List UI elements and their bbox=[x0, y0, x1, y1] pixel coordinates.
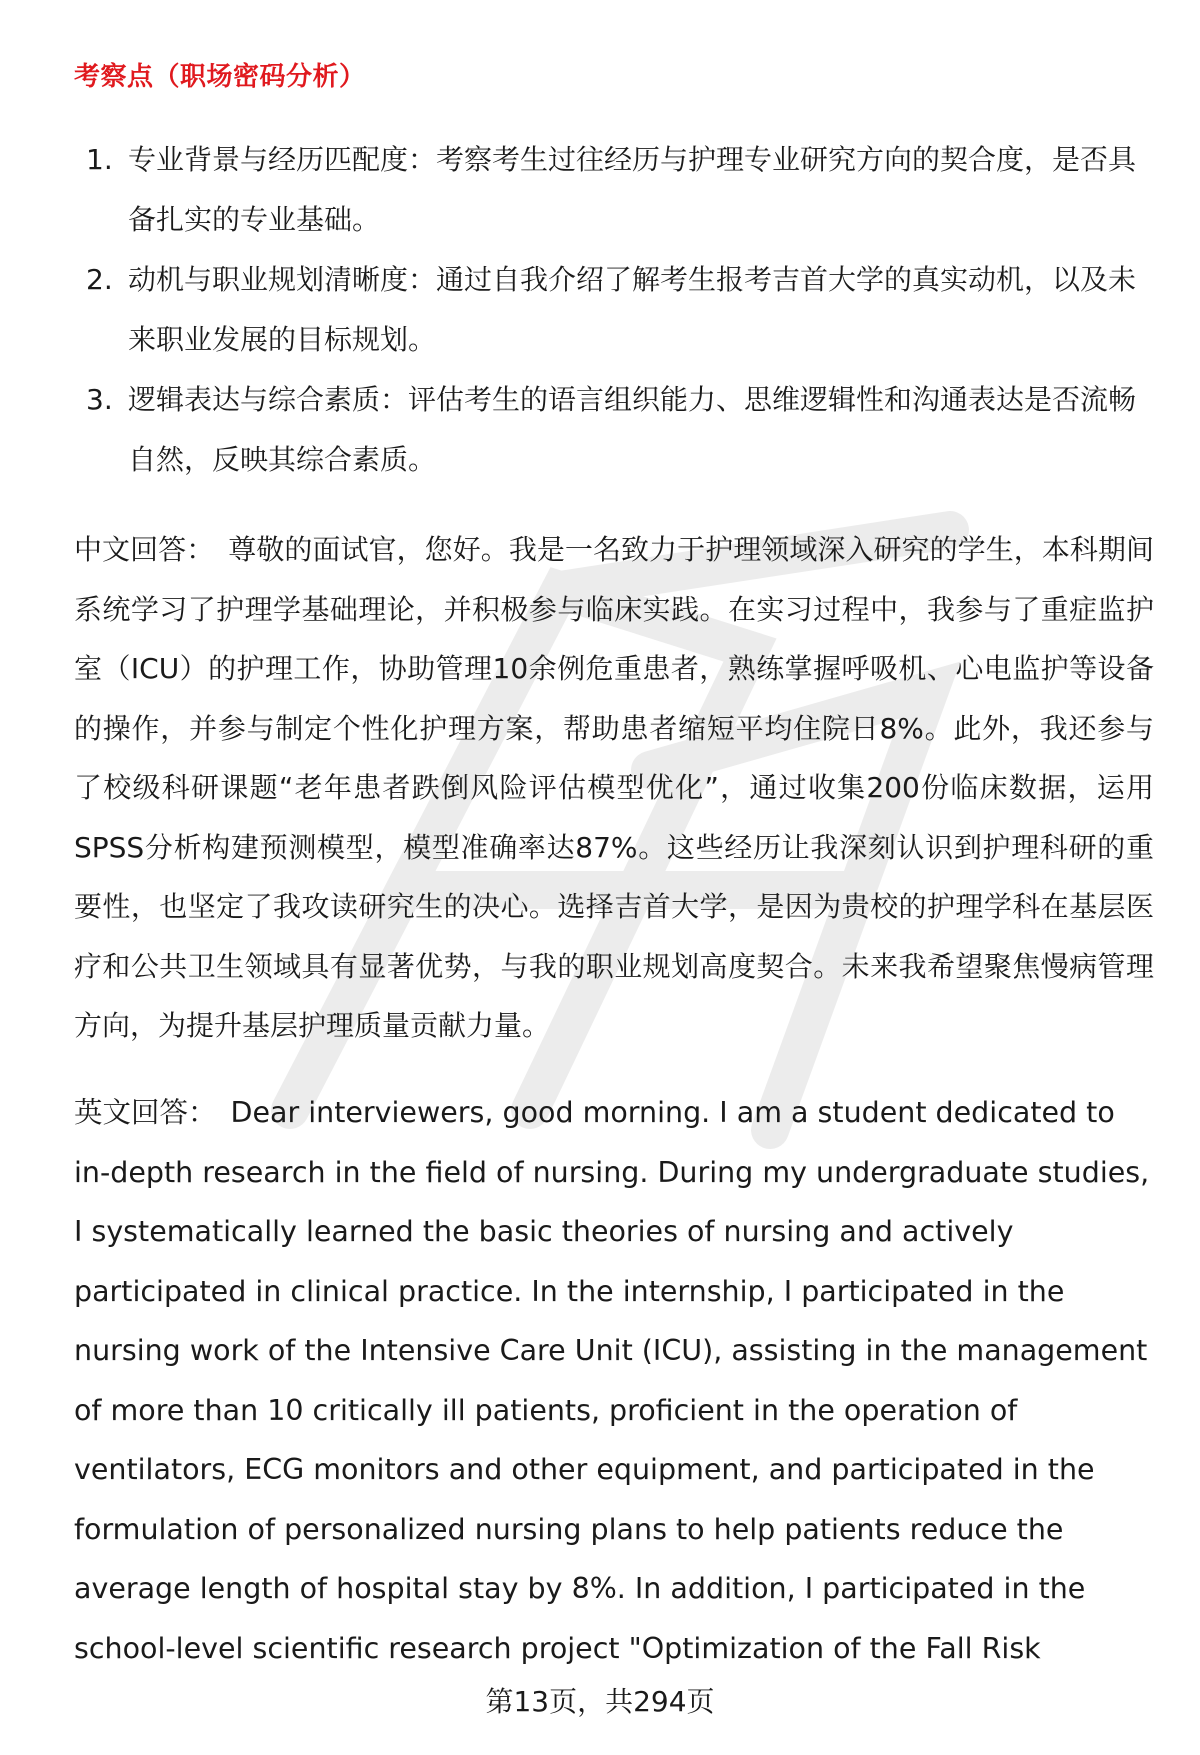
assessment-points-list bbox=[74, 130, 1144, 490]
chinese-answer-paragraph bbox=[74, 520, 1154, 1056]
list-item-text: 动机与职业规划清晰度：通过自我介绍了解考生报考吉首大学的真实动机，以及未来职业发展的目标规划。 bbox=[128, 263, 1137, 356]
list-item-number: 2. bbox=[86, 263, 113, 296]
list-item-number: 3. bbox=[86, 383, 113, 416]
english-answer-label: 英文回答： bbox=[74, 1096, 217, 1129]
list-item bbox=[74, 250, 1144, 370]
chinese-answer-label: 中文回答： bbox=[74, 533, 215, 566]
list-item-text: 逻辑表达与综合素质：评估考生的语言组织能力、思维逻辑性和沟通表达是否流畅自然，反映其综合素质。 bbox=[128, 383, 1137, 476]
list-item-text: 专业背景与经历匹配度：考察考生过往经历与护理专业研究方向的契合度，是否具备扎实的专业基础。 bbox=[128, 143, 1137, 236]
chinese-answer-text: 尊敬的面试官，您好。我是一名致力于护理领域深入研究的学生，本科期间系统学习了护理学基础理论，并积极参与临床实践。在实习过程中，我参与了重症监护室（ICU）的护理工作，协助管理10余例危重患者，熟练掌握呼吸机、心电监护等设备的操作，并参与制定个性化护理方案，帮助患者缩短平均住院日8%。此外，我还参与了校级科研课题“老年患者跌倒风险评估模型优化”，通过收集200份临床数据，运用SPSS分析构建预测模型，模型准确率达87%。这些经历让我深刻认识到护理科研的重要性，也坚定了我攻读研究生的决心。选择吉首大学，是因为贵校的护理学科在基层医疗和公共卫生领域具有显著优势，与我的职业规划高度契合。未来我希望聚焦慢病管理方向，为提升基层护理质量贡献力量。 bbox=[74, 533, 1154, 1042]
english-answer-text: Dear interviewers, good morning. I am a student dedicated to in-depth research in the field of nursing. During my undergraduate studies, I systematically learned the basic theories of nursing and actively participated in clinical practice. In the internship, I participated in the nursing work of the Intensive Care Unit (ICU), assisting in the management of more than 10 critically ill patients, proficient in the operation of ventilators, ECG monitors and other equipment, and participated in the formulation of personalized nursing plans to help patients reduce the average length of hospital stay by 8%. In addition, I participated in the school-level scientific research project "Optimization of the Fall Risk bbox=[74, 1096, 1150, 1665]
english-answer-paragraph bbox=[74, 1083, 1154, 1678]
list-item-number: 1. bbox=[86, 143, 113, 176]
list-item bbox=[74, 130, 1144, 250]
section-title: 考察点（职场密码分析） bbox=[74, 62, 366, 92]
list-item bbox=[74, 370, 1144, 490]
page-number-footer: 第13页，共294页 bbox=[485, 1685, 715, 1718]
